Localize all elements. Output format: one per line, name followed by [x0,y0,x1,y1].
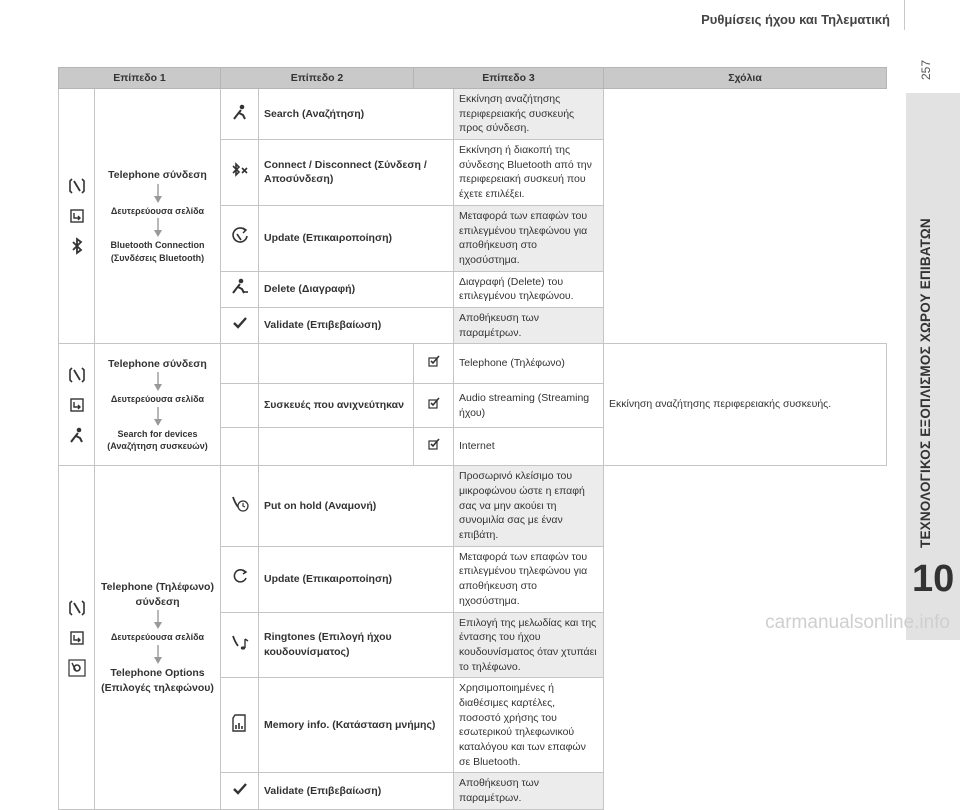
row-label: Delete (Διαγραφή) [259,271,454,307]
table-row [59,89,887,140]
arrow-down-icon [153,407,163,427]
checkbox-icon [414,384,454,428]
arrow-down-icon [153,610,163,630]
chapter-number: 10 [912,558,955,600]
row-comment: Εκκίνηση αναζήτησης περιφερειακής συσκευής. [604,344,887,466]
memory-icon [221,678,259,773]
phone-clock-icon [221,466,259,546]
level1-bluetooth-connection: Bluetooth Connection (Συνδέσεις Bluetooth) [110,240,205,263]
header-divider [904,0,905,30]
watermark-url: carmanualsonline.info [765,612,950,633]
submenu-icon [70,398,84,412]
arrow-down-icon [153,218,163,238]
chapter-title: ΤΕΧΝΟΛΟΓΙΚΟΣ ΕΞΟΠΛΙΣΜΟΣ ΧΩΡΟΥ ΕΠΙΒΑΤΩΝ [918,218,933,548]
row-label: Memory info. (Κατάσταση μνήμης) [259,678,454,773]
header-level-2: Επίπεδο 2 [221,68,414,89]
submenu-icon [70,631,84,645]
row-label: Update (Επικαιροποίηση) [259,205,454,271]
row-comment: Μεταφορά των επαφών του επιλεγμένου τηλεφώνου για αποθήκευση στο ηχοσύστημα. [454,546,604,612]
search-person-icon [221,89,259,140]
page-number: 257 [919,59,933,80]
row-comment: Αποθήκευση των παραμέτρων. [454,773,604,809]
table-row [59,466,887,546]
row-comment: Αποθήκευση των παραμέτρων. [454,307,604,343]
level1-telephone: Telephone σύνδεση [108,168,207,181]
row-label: Telephone (Τηλέφωνο) [454,344,604,384]
arrow-down-icon [153,645,163,665]
row-comment: Χρησιμοποιημένες ή διαθέσιμες καρτέλες, ποσοστό χρήσης του εσωτερικού τηλεφωνικού καταλόγου και των επαφών σε Bluetooth. [454,678,604,773]
table-header-row [59,68,887,89]
empty-cell [221,384,259,428]
refresh-phone-icon [221,205,259,271]
empty-cell [259,344,414,384]
ringtone-icon [221,612,259,678]
row-label: Validate (Επιβεβαίωση) [259,307,454,343]
level2-detected-devices: Συσκευές που ανιχνεύτηκαν [259,384,414,428]
row-comment: Εκκίνηση αναζήτησης περιφερειακής συσκευής προς σύνδεση. [454,89,604,140]
empty-cell [221,428,259,466]
row-label: Put on hold (Αναμονή) [259,466,454,546]
row-label: Search (Αναζήτηση) [259,89,454,140]
row-label: Update (Επικαιροποίηση) [259,546,454,612]
level1-telephone: Telephone σύνδεση [108,357,207,370]
level1-cell [95,466,221,809]
checkbox-icon [414,344,454,384]
level1-subpage: Δευτερεύουσα σελίδα [110,632,205,643]
search-person-icon [69,426,85,444]
header-level-1: Επίπεδο 1 [59,68,221,89]
refresh-icon [221,546,259,612]
row-comment: Μεταφορά των επαφών του επιλεγμένου τηλεφώνου για αποθήκευση στο ηχοσύστημα. [454,205,604,271]
row-comment: Εκκίνηση ή διακοπή της σύνδεσης Bluetooth από την περιφερειακή συσκευή που έχετε επιλέξει. [454,140,604,206]
row-comment: Διαγραφή (Delete) του επιλεγμένου τηλεφώνου. [454,271,604,307]
row-label: Validate (Επιβεβαίωση) [259,773,454,809]
checkbox-icon [414,428,454,466]
level1-subpage: Δευτερεύουσα σελίδα [110,205,205,216]
row-label: Ringtones (Επιλογή ήχου κουδουνίσματος) [259,612,454,678]
row-label: Internet [454,428,604,466]
level1-telephone-options: Telephone Options (Επιλογές τηλεφώνου) [101,666,214,694]
phone-list-icon [69,177,85,195]
section-icons [59,344,95,466]
empty-cell [259,428,414,466]
checkmark-icon [221,773,259,809]
row-label: Audio streaming (Streaming ήχου) [454,384,604,428]
bluetooth-icon [71,237,83,255]
header-comments: Σχόλια [604,68,887,89]
level1-telephone: Telephone (Τηλέφωνο) σύνδεση [101,580,214,608]
row-comment: Προσωρινό κλείσιμο του μικροφώνου ώστε η επαφή σας να μην ακούει τη συνομιλία σας με έναν επιβάτη. [454,466,604,546]
phone-settings-icon [68,659,86,677]
empty-cell [221,344,259,384]
row-comment: Επιλογή της μελωδίας και της έντασης του ήχου κουδουνίσματος όταν χτυπάει το τηλέφωνο. [454,612,604,678]
row-label: Connect / Disconnect (Σύνδεση / Αποσύνδεση) [259,140,454,206]
bluetooth-x-icon [221,140,259,206]
level1-search-devices: Search for devices (Αναζήτηση συσκευών) [107,428,208,452]
menu-table [58,67,887,810]
table-row [59,344,887,384]
arrow-down-icon [153,184,163,204]
page-header-title: Ρυθμίσεις ήχου και Τηλεματική [701,12,890,27]
checkmark-icon [221,307,259,343]
level1-cell [95,344,221,466]
header-level-3: Επίπεδο 3 [414,68,604,89]
delete-person-icon [221,271,259,307]
section-icons [59,89,95,344]
phone-list-icon [69,599,85,617]
phone-list-icon [69,366,85,384]
submenu-icon [70,209,84,223]
level1-subpage: Δευτερεύουσα σελίδα [110,394,205,405]
level1-cell [95,89,221,344]
section-icons [59,466,95,809]
arrow-down-icon [153,372,163,392]
